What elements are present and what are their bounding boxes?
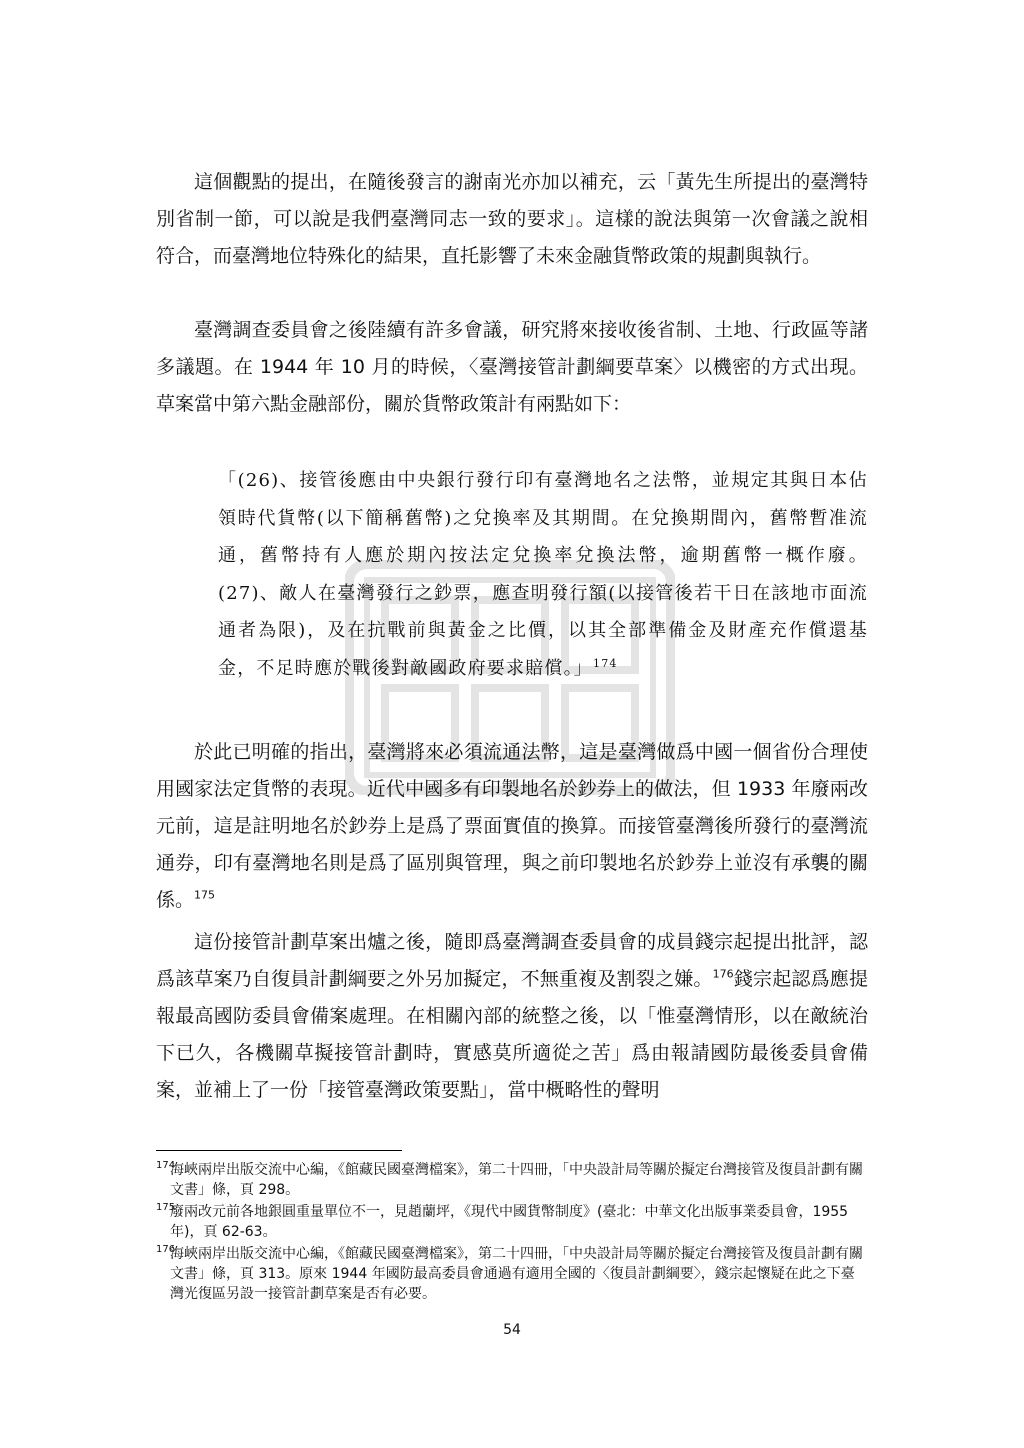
paragraph-2 bbox=[156, 312, 868, 423]
paragraph-3 bbox=[156, 734, 868, 919]
footnotes bbox=[156, 1160, 868, 1306]
footnote-ref-176[interactable]: 176 bbox=[712, 967, 734, 981]
paragraph-4-text-b: 錢宗起認爲應提報最高國防委員會備案處理。在相關內部的統整之後，以「惟臺灣情形，以在敵統治下已久，各機關草擬接管計劃時，實感莫所適從之苦」爲由報請國防最後委員會備案，並補上了一份「接管臺灣政策要點」，當中概略性的聲明 bbox=[156, 968, 868, 1101]
footnote-number: 176 bbox=[156, 1244, 176, 1255]
footnote-text: 廢兩改元前各地銀圓重量單位不一，見趙蘭坪，《現代中國貨幣制度》(臺北：中華文化出版事業委員會，1955 年)，頁 62-63。 bbox=[170, 1204, 849, 1240]
page-number: 54 bbox=[503, 1322, 521, 1338]
footnote-text: 海峽兩岸出版交流中心編，《館藏民國臺灣檔案》，第二十四冊，「中央設計局等關於擬定台灣接管及復員計劃有關文書」條，頁 313。原來 1944 年國防最高委員會通過有適用全國的〈復員計劃綱要〉，錢宗起懷疑在此之下臺灣光復區另設一接管計劃草案是否有必要。 bbox=[170, 1246, 863, 1302]
block-quote-text: 「(26)、接管後應由中央銀行發行印有臺灣地名之法幣，並規定其與日本佔領時代貨幣(以下簡稱舊幣)之兌換率及其期間。在兌換期間內，舊幣暫准流通，舊幣持有人應於期內按法定兌換率兌換法幣，逾期舊幣一概作廢。(27)、敵人在臺灣發行之鈔票，應查明發行額(以接管後若干日在該地市面流通者為限)，及在抗戰前與黃金之比價，以其全部準備金及財產充作償還基金，不足時應於戰後對敵國政府要求賠償。」 bbox=[218, 470, 868, 679]
paragraph-4-text-a: 這份接管計劃草案出爐之後，隨即爲臺灣調查委員會的成員錢宗起提出批評，認爲該草案乃自復員計劃綱要之外另加擬定，不無重複及割裂之嫌。 bbox=[156, 931, 868, 990]
footnote-divider bbox=[156, 1150, 402, 1151]
paragraph-4 bbox=[156, 924, 868, 1109]
footnote-174 bbox=[156, 1160, 868, 1200]
footnote-175 bbox=[156, 1202, 868, 1242]
paragraph-1-text: 這個觀點的提出，在隨後發言的謝南光亦加以補充，云「黃先生所提出的臺灣特別省制一節，可以說是我們臺灣同志一致的要求」。這樣的說法與第一次會議之說相符合，而臺灣地位特殊化的結果，直托影響了未來金融貨幣政策的規劃與執行。 bbox=[156, 171, 868, 267]
footnote-ref-174[interactable]: 174 bbox=[593, 656, 618, 670]
block-quote bbox=[218, 462, 868, 687]
footnote-text: 海峽兩岸出版交流中心編，《館藏民國臺灣檔案》，第二十四冊，「中央設計局等關於擬定台灣接管及復員計劃有關文書」條，頁 298。 bbox=[170, 1162, 863, 1198]
paragraph-2-text: 臺灣調查委員會之後陸續有許多會議，研究將來接收後省制、土地、行政區等諸多議題。在 1944 年 10 月的時候，〈臺灣接管計劃綱要草案〉以機密的方式出現。草案當中第六點金融部份，關於貨幣政策計有兩點如下： bbox=[156, 319, 868, 415]
footnote-176 bbox=[156, 1244, 868, 1304]
footnote-number: 175 bbox=[156, 1202, 176, 1213]
paragraph-1 bbox=[156, 164, 868, 275]
paragraph-3-text: 於此已明確的指出，臺灣將來必須流通法幣，這是臺灣做爲中國一個省份合理使用國家法定貨幣的表現。近代中國多有印製地名於鈔券上的做法，但 1933 年廢兩改元前，這是註明地名於鈔券上是爲了票面實值的換算。而接管臺灣後所發行的臺灣流通券，印有臺灣地名則是爲了區別與管理，與之前印製地名於鈔券上並沒有承襲的關係。 bbox=[156, 741, 868, 911]
footnote-number: 174 bbox=[156, 1160, 176, 1171]
footnote-ref-175[interactable]: 175 bbox=[194, 888, 216, 902]
